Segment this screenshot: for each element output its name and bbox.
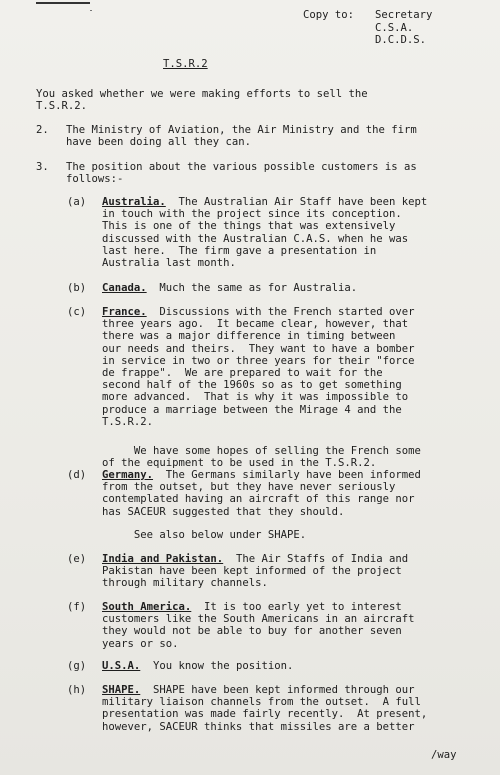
recipient-list xyxy=(375,9,432,47)
continuation-catchword: /way xyxy=(431,749,457,761)
recipient-secretary: Secretary xyxy=(375,9,433,21)
item-d-label: (d) xyxy=(67,469,87,481)
item-g-text: You know the position. xyxy=(140,660,294,672)
item-h-label: (h) xyxy=(67,684,87,696)
paragraph-1: You asked whether we were making efforts to sell the T.S.R.2. xyxy=(36,88,368,113)
item-d-text: The Germans similarly have been informed from the outset, but they have never seriously contemplated having an aircraft of this range nor has SACEUR suggested that they should. xyxy=(102,469,421,518)
item-g-usa xyxy=(102,660,293,672)
item-h-shape xyxy=(102,684,427,733)
recipient-dcds: D.C.D.S. xyxy=(375,34,427,47)
item-f-label: (f) xyxy=(67,601,87,613)
item-c-text: Discussions with the French started over three years ago. It became clear, however, that there was a major difference in timing between our needs and theirs. They want to have a bomber in service in two or three years for their "force de frappe". We are prepared to wait for the second half of the 1960s so as to get something more advanced. That is why it was impossible to produce a marriage between the Mirage 4 and the T.S.R.2. xyxy=(102,306,415,428)
item-e-india-pakistan xyxy=(102,553,408,590)
item-e-text: The Air Staffs of India and Pakistan have been kept informed of the project through military channels. xyxy=(102,553,409,590)
item-e-heading: India and Pakistan. xyxy=(102,553,224,565)
item-c-label: (c) xyxy=(67,306,87,318)
item-c-heading: France. xyxy=(102,306,147,318)
item-e-label: (e) xyxy=(67,553,87,565)
item-a-label: (a) xyxy=(67,196,87,208)
item-g-label: (g) xyxy=(67,660,87,672)
item-f-south-america xyxy=(102,601,415,650)
item-d-germany xyxy=(102,469,421,518)
paragraph-2: The Ministry of Aviation, the Air Ministry and the firm have been doing all they can. xyxy=(66,124,417,149)
item-h-heading: SHAPE. xyxy=(102,684,141,696)
item-h-text: SHAPE have been kept informed through our military liaison channels from the outset. A full presentation was made fairly recently. At present, however, SACEUR thinks that missiles are a better xyxy=(102,684,428,733)
item-b-heading: Canada. xyxy=(102,282,147,294)
recipient-csa: C.S.A. xyxy=(375,21,414,34)
item-d-heading: Germany. xyxy=(102,469,154,481)
paragraph-2-number: 2. xyxy=(36,124,49,136)
copy-to-label: Copy to: xyxy=(303,9,355,21)
item-a-text: The Australian Air Staff have been kept in touch with the project since its conception. This is one of the things that was extensively discussed with the Australian C.A.S. when he was last here. The firm gave a presentation in Australia last month. xyxy=(102,196,428,270)
item-b-text: Much the same as for Australia. xyxy=(146,282,358,294)
paragraph-3: The position about the various possible customers is as follows:- xyxy=(66,161,417,186)
header-rule-mark xyxy=(90,10,92,11)
item-b-canada xyxy=(102,282,357,294)
item-b-label: (b) xyxy=(67,282,87,294)
item-c-followup: We have some hopes of selling the French some of the equipment to be used in the T.S.R.2. xyxy=(102,445,421,470)
item-c-france xyxy=(102,306,415,428)
item-d-followup: See also below under SHAPE. xyxy=(102,529,307,541)
item-a-heading: Australia. xyxy=(102,196,166,208)
header-rule xyxy=(36,2,90,4)
document-title: T.S.R.2 xyxy=(163,58,208,70)
item-g-heading: U.S.A. xyxy=(102,660,141,672)
item-a-australia xyxy=(102,196,427,269)
item-f-text: It is too early yet to interest customers like the South Americans in an aircraft they would not be able to buy for another seven years or so. xyxy=(102,601,415,650)
item-f-heading: South America. xyxy=(102,601,192,613)
paragraph-3-number: 3. xyxy=(36,161,49,173)
